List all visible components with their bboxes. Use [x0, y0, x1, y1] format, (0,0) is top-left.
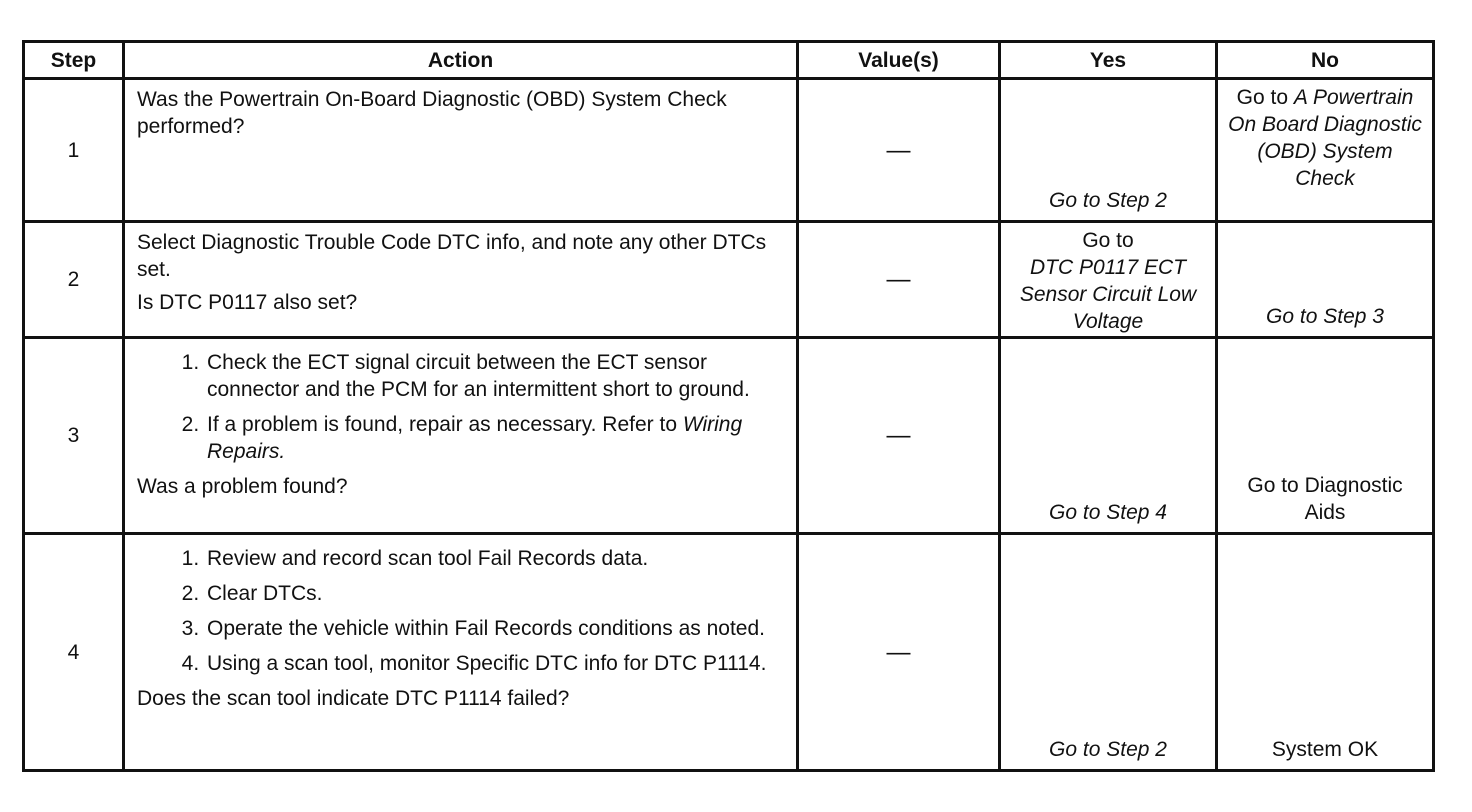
value-cell: — [798, 338, 1000, 534]
yes-link: DTC P0117 ECT Sensor Circuit Low Voltage [1019, 256, 1197, 333]
header-yes: Yes [1000, 42, 1217, 79]
header-step: Step [24, 42, 124, 79]
no-link: A Powertrain On Board Diagnostic (OBD) System Check [1228, 86, 1422, 190]
value-cell: — [798, 222, 1000, 338]
yes-prefix: Go to [1082, 229, 1134, 252]
table-row [24, 338, 1434, 534]
yes-link: Go to Step 4 [1049, 501, 1167, 524]
step-number: 4 [24, 534, 124, 771]
action-cell [124, 79, 798, 222]
list-item: 3. Operate the vehicle within Fail Records conditions as noted. [205, 615, 786, 642]
list-item-text: If a problem is found, repair as necessary. Refer to [207, 413, 677, 436]
list-item: 4. Using a scan tool, monitor Specific DTC info for DTC P1114. [205, 650, 786, 677]
action-cell [124, 338, 798, 534]
value-cell: — [798, 79, 1000, 222]
header-no: No [1217, 42, 1434, 79]
list-item [205, 411, 786, 465]
yes-link: Go to Step 2 [1049, 189, 1167, 212]
table-row [24, 79, 1434, 222]
step-number: 3 [24, 338, 124, 534]
no-cell [1217, 534, 1434, 771]
yes-cell [1000, 79, 1217, 222]
yes-cell [1000, 222, 1217, 338]
no-cell [1217, 222, 1434, 338]
action-question: Is DTC P0117 also set? [137, 291, 358, 314]
no-link: Go to Step 3 [1266, 305, 1384, 328]
action-steps-list [137, 349, 786, 465]
value-cell: — [798, 534, 1000, 771]
no-text: Go to Diagnostic Aids [1247, 474, 1403, 524]
list-item: 1. Review and record scan tool Fail Records data. [205, 545, 786, 572]
wiring-repairs-link: Wiring Repairs. [207, 413, 743, 463]
list-item: 1. Check the ECT signal circuit between the ECT sensor connector and the PCM for an intermittent short to ground. [205, 349, 786, 403]
no-text: System OK [1271, 738, 1379, 761]
step-number: 1 [24, 79, 124, 222]
diagnostic-table-container [22, 40, 1432, 770]
action-question: Was a problem found? [137, 475, 348, 498]
action-question: Does the scan tool indicate DTC P1114 failed? [137, 687, 570, 710]
action-steps-list [137, 545, 786, 677]
yes-cell [1000, 534, 1217, 771]
header-action: Action [124, 42, 798, 79]
action-cell [124, 222, 798, 338]
no-cell [1217, 79, 1434, 222]
yes-link: Go to Step 2 [1049, 738, 1167, 761]
header-row [24, 42, 1434, 79]
action-text: Was the Powertrain On-Board Diagnostic (OBD) System Check performed? [137, 88, 727, 138]
table-row [24, 222, 1434, 338]
list-item: 2. Clear DTCs. [205, 580, 786, 607]
action-cell [124, 534, 798, 771]
no-cell [1217, 338, 1434, 534]
table-row [24, 534, 1434, 771]
action-text: Select Diagnostic Trouble Code DTC info, and note any other DTCs set. [137, 231, 767, 281]
header-values: Value(s) [798, 42, 1000, 79]
diagnostic-table [22, 40, 1435, 772]
yes-cell [1000, 338, 1217, 534]
step-number: 2 [24, 222, 124, 338]
no-prefix: Go to [1236, 86, 1289, 109]
